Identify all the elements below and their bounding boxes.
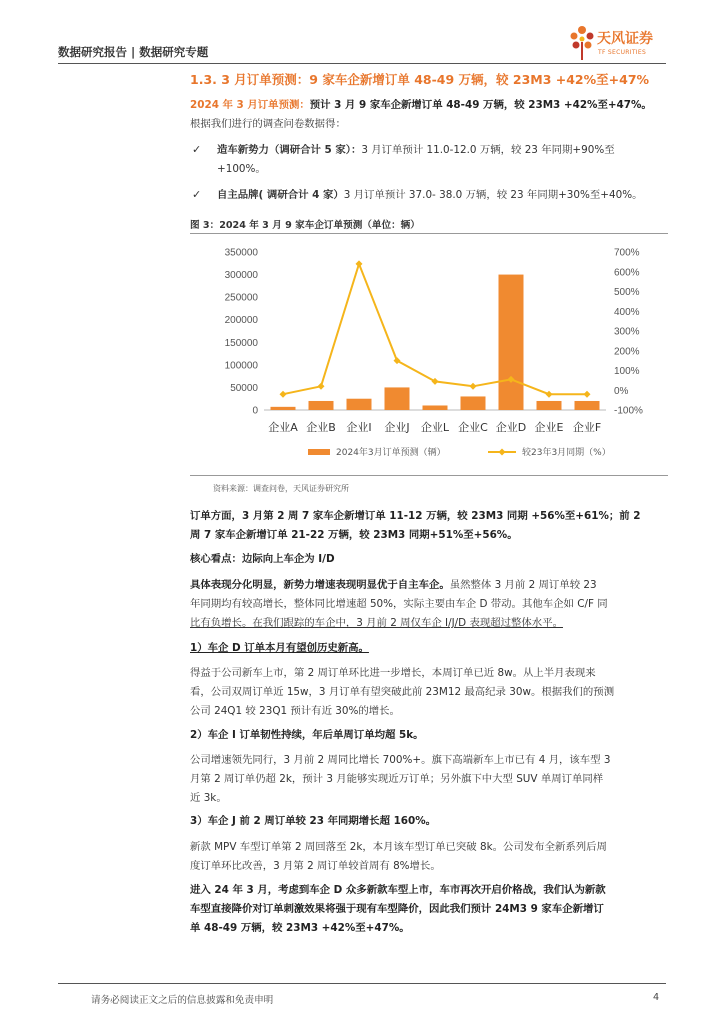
x-tick-label: 企业D: [495, 421, 527, 434]
legend-line-marker: [499, 449, 506, 456]
header-divider: [58, 63, 666, 64]
intro-text-2: 根据我们进行的调查问卷数据得：: [190, 118, 346, 130]
conclusion-paragraph: 进入 24 年 3 月，考虑到车企 D 众多新款车型上市，车市再次开启价格战，我们认为新款 车型直接降价对订单刺激效果将强于现有车型降价，因此我们预计 24M3 9 家车企新增订 单 48-49 万辆，较 23M3 +42%至+47%。: [190, 884, 606, 934]
x-tick-label: 企业A: [268, 421, 298, 434]
y-left-tick-label: 300000: [224, 270, 258, 282]
bar: [271, 407, 296, 410]
y-right-tick-label: -100%: [614, 405, 643, 417]
orders-paragraph: 订单方面，3 月第 2 周 7 家车企新增订单 11-12 万辆，较 23M3 同期 +56%至+61%；前 2 周 7 家车企新增订单 21-22 万辆，较 23M3 同期+51%至+56%。: [190, 510, 641, 541]
y-left-tick-label: 250000: [224, 292, 258, 304]
bar: [347, 399, 372, 410]
check-icon: ✓: [192, 143, 202, 156]
intro-text: 预计 3 月 9 家车企新增订单 48-49 万辆，较 23M3 +42%至+47%。: [309, 99, 652, 111]
legend-bar-swatch: [308, 449, 330, 455]
report-category: 数据研究报告 | 数据研究专题: [58, 45, 209, 59]
company-j-paragraph: 新款 MPV 车型订单第 2 周回落至 2k，本月该车型订单已突破 8k。公司发布全新系列后周 度订单环比改善，3 月第 2 周订单较首周有 8%增长。: [190, 841, 607, 872]
figure-bottom-rule: [190, 475, 668, 476]
x-tick-label: 企业L: [420, 421, 450, 434]
intro-lead: 2024 年 3 月订单预测：: [190, 99, 310, 111]
y-right-tick-label: 600%: [614, 267, 640, 279]
legend-line-label: 较23年3月同期（%）: [522, 448, 611, 458]
order-forecast-chart: [190, 236, 668, 472]
y-right-tick-label: 300%: [614, 326, 640, 338]
bullet-domestic-brands: 自主品牌( 调研合计 4 家）3 月订单预计 37.0- 38.0 万辆，较 23 年同期+30%至+40%。: [217, 189, 643, 201]
bullet-label: 造车新势力（调研合计 5 家）：: [217, 144, 362, 156]
x-tick-label: 企业J: [384, 421, 410, 434]
line-point: [356, 260, 363, 267]
bar: [499, 275, 524, 410]
company-logo: [568, 22, 672, 66]
line-point: [318, 383, 325, 390]
footer-disclaimer: 请务必阅读正文之后的信息披露和免责申明: [91, 995, 274, 1006]
y-right-tick-label: 500%: [614, 287, 640, 298]
y-right-tick-label: 700%: [614, 247, 640, 259]
page-number: 4: [653, 992, 660, 1003]
y-left-tick-label: 100000: [224, 360, 258, 372]
company-i-paragraph: 公司增速领先同行，3 月前 2 周同比增长 700%+。旗下高端新车上市已有 4 月，该车型 3 月第 2 周订单仍超 2k，预计 3 月能够实现近万订单；另外旗下中大型 SUV 单周订单同样 近 3k。: [190, 754, 611, 804]
y-right-tick-label: 400%: [614, 306, 640, 318]
x-tick-label: 企业B: [306, 421, 336, 434]
y-right-tick-label: 200%: [614, 346, 640, 358]
y-left-tick-label: 50000: [230, 382, 258, 394]
y-left-tick-label: 350000: [224, 247, 258, 259]
logo-english-name: TF SECURITIES: [598, 49, 647, 56]
line-point: [546, 391, 553, 398]
line-point: [470, 383, 477, 390]
y-left-tick-label: 150000: [224, 337, 258, 349]
logo-name: 天风证券: [597, 31, 653, 47]
y-left-tick-label: 200000: [224, 315, 258, 327]
line-point: [584, 391, 591, 398]
bar: [537, 401, 562, 410]
footer-divider: [58, 983, 666, 984]
figure-top-rule: [190, 233, 668, 234]
bar: [575, 401, 600, 410]
flower-logo-icon: [568, 22, 598, 62]
performance-paragraph: 具体表现分化明显，新势力增速表现明显优于自主车企。虽然整体 3 月前 2 周订单较 23 年同期均有较高增长，整体同比增速超 50%，实际主要由车企 D 带动。其他车企如 C/F 同 比有负增长。在我们跟踪的车企中，3 月前 2 周仅车企 I/J/D 表现超过整体水平。: [190, 579, 608, 629]
bar: [309, 401, 334, 410]
figure-source: 资料来源：调查问卷，天风证券研究所: [213, 484, 349, 493]
y-left-tick-label: 0: [252, 405, 258, 417]
heading-company-d: 1）车企 D 订单本月有望创历史新高。: [190, 642, 369, 654]
bullet-new-forces: 造车新势力（调研合计 5 家）：3 月订单预计 11.0-12.0 万辆，较 23 年同期+90%至 +100%。: [217, 144, 615, 175]
x-tick-label: 企业E: [534, 421, 564, 434]
bar: [461, 396, 486, 410]
y-right-tick-label: 0%: [614, 385, 629, 397]
bar: [423, 405, 448, 410]
series-line: [283, 264, 587, 394]
x-tick-label: 企业F: [572, 421, 602, 434]
company-d-paragraph: 得益于公司新车上市，第 2 周订单环比进一步增长，本周订单已近 8w。从上半月表现来 看，公司双周订单近 15w，3 月订单有望突破此前 23M12 最高纪录 30w。根据我们的预测 公司 24Q1 较 23Q1 预计有近 30%的增长。: [190, 667, 615, 717]
intro-paragraph: [190, 96, 668, 134]
check-icon: ✓: [192, 188, 202, 201]
bullet-label: 自主品牌( 调研合计 4 家）: [217, 189, 344, 201]
line-point: [280, 391, 287, 398]
bar: [385, 387, 410, 410]
legend-bar-label: 2024年3月订单预测（辆）: [336, 448, 446, 458]
figure-title: 图 3：2024 年 3 月 9 家车企订单预测（单位：辆）: [190, 220, 420, 231]
heading-company-i: 2）车企 I 订单韧性持续，年后单周订单均超 5k。: [190, 729, 424, 741]
heading-company-j: 3）车企 J 前 2 周订单较 23 年同期增长超 160%。: [190, 815, 437, 827]
core-point: 核心看点：边际向上车企为 I/D: [190, 553, 335, 565]
x-tick-label: 企业C: [458, 421, 488, 434]
x-tick-label: 企业I: [346, 421, 372, 434]
section-title: 1.3. 3 月订单预测：9 家车企新增订单 48-49 万辆，较 23M3 +42%至+47%: [190, 72, 650, 87]
y-right-tick-label: 100%: [614, 366, 640, 377]
